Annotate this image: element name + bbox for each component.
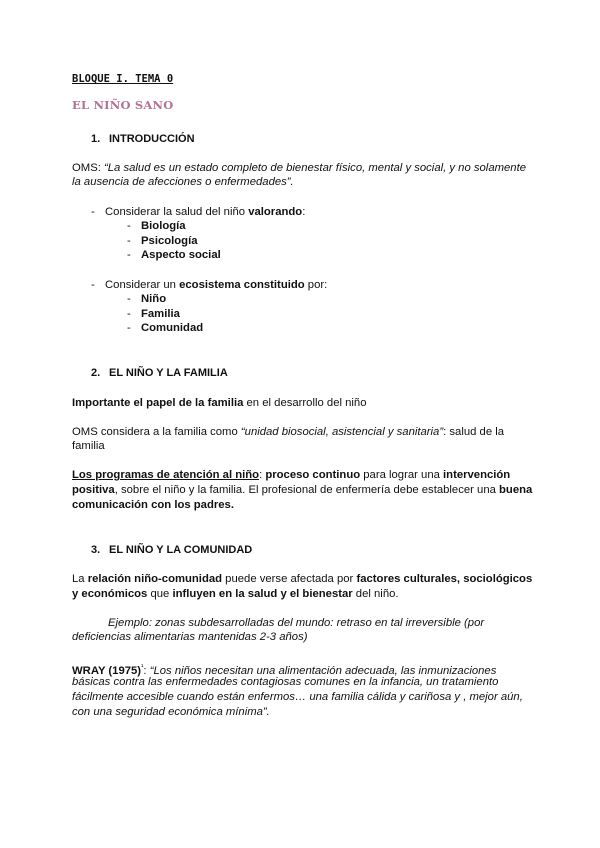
footnote-marker: ¹ (141, 664, 144, 671)
italic-quote: básicas (72, 676, 111, 688)
italic-quote: “Los niños necesitan una alimentación adecuada, las inmunizaciones (149, 664, 497, 677)
sub-item (127, 321, 203, 336)
block-heading: BLOQUE I. TEMA 0 (72, 73, 174, 85)
text: : (259, 469, 266, 481)
bold-text: buena (499, 484, 533, 496)
familia-paragraph-3-line1 (72, 468, 510, 483)
sub-item (127, 292, 166, 307)
example-line2 (72, 630, 307, 645)
oms-definition-line1 (72, 161, 526, 176)
sub-dash: - (127, 220, 131, 232)
sub-dash: - (127, 308, 131, 320)
list-dash: - (91, 279, 95, 291)
text: La (72, 573, 88, 585)
list-item-ecosistema (91, 278, 327, 293)
document-title: EL NIÑO SANO (72, 98, 174, 112)
italic-quote: contra las enfermedades contagiosas comunes en la infancia, un tratamiento (110, 676, 499, 688)
sub-item-label: Niño (141, 293, 167, 305)
bold-text: positiva (72, 484, 115, 496)
italic-quote: “unidad biosocial, asistencial y sanitaria” (240, 426, 444, 438)
section-title: EL NIÑO Y LA FAMILIA (109, 367, 228, 379)
list-text: Considerar la salud del niño (105, 206, 249, 218)
section-heading-comunidad (91, 543, 252, 558)
list-suffix: : (302, 206, 306, 218)
wray-quote-line2 (72, 675, 498, 690)
oms-label: OMS: (72, 162, 105, 174)
bold-text: relación niño-comunidad (87, 573, 223, 585)
bold-text: comunicación con los padres. (72, 499, 234, 511)
example-line1 (108, 616, 484, 631)
sub-dash: - (127, 322, 131, 334)
sub-item (127, 248, 221, 263)
sub-dash: - (127, 235, 131, 247)
wray-quote-line4 (72, 705, 270, 720)
bold-text: factores culturales, sociológicos (356, 573, 533, 585)
text: puede verse afectada por (222, 573, 357, 585)
bold-text: Importante el papel de la familia (72, 397, 244, 409)
oms-quote: “La salud es un estado completo de bienestar físico, mental y social, y no solamente (104, 162, 526, 174)
bold-text: influyen en la salud y el bienestar (172, 588, 353, 600)
section-number: 2. (91, 367, 101, 379)
list-dash: - (91, 206, 95, 218)
text: , sobre el niño y la familia. El profesional de enfermería debe establecer una (114, 484, 500, 496)
wray-citation: WRAY (1975) (72, 664, 142, 677)
text: para lograr una (360, 469, 444, 481)
sub-item-label: Comunidad (141, 322, 204, 334)
wray-quote-line3 (72, 690, 523, 705)
sub-item-label: Psicología (141, 235, 198, 247)
section-number: 1. (91, 133, 101, 145)
sub-dash: - (127, 293, 131, 305)
list-bold: valorando (248, 206, 303, 218)
text: familia (72, 440, 105, 452)
text: del niño. (352, 588, 399, 600)
sub-item-label: Aspecto social (141, 249, 221, 261)
familia-paragraph-3-line2 (72, 483, 532, 498)
bold-text: intervención (443, 469, 511, 481)
comunidad-paragraph-1-line1 (72, 572, 532, 587)
comunidad-paragraph-1-line2 (72, 587, 399, 602)
list-item-valorando (91, 205, 305, 220)
section-title: EL NIÑO Y LA COMUNIDAD (109, 544, 253, 556)
bold-text: y económicos (72, 588, 148, 600)
section-number: 3. (91, 544, 101, 556)
text: OMS considera a la familia como (72, 426, 241, 438)
familia-paragraph-2-cont (72, 439, 105, 454)
familia-paragraph-1 (72, 396, 366, 411)
sub-dash: - (127, 249, 131, 261)
list-text: Considerar un (105, 279, 180, 291)
sub-item-label: Biología (141, 220, 186, 232)
section-heading-introduccion (91, 132, 195, 147)
example-text: deficiencias alimentarias mantenidas 2-3 años) (72, 631, 308, 643)
section-heading-familia (91, 366, 228, 381)
familia-paragraph-2 (72, 425, 504, 440)
text: : salud de la (443, 426, 505, 438)
bold-text: proceso continuo (265, 469, 361, 481)
underlined-bold-text: Los programas de atención al niño (72, 469, 260, 481)
sub-item-label: Familia (141, 308, 180, 320)
sub-item (127, 234, 198, 249)
sub-item (127, 219, 186, 234)
oms-definition-line2 (72, 175, 294, 190)
oms-quote-cont: la ausencia de afecciones o enfermedades”. (72, 176, 294, 188)
familia-paragraph-3-line3 (72, 498, 234, 513)
text: que (147, 588, 173, 600)
example-text: Ejemplo: zonas subdesarrolladas del mundo: retraso en tal irreversible (por (108, 617, 485, 629)
text: : (143, 664, 150, 677)
list-bold: ecosistema constituido (179, 279, 305, 291)
italic-quote: con una seguridad económica mínima”. (72, 706, 270, 718)
italic-quote: fácilmente accesible cuando están enfermos… una familia cálida y cariñosa y , mejor aún, (72, 691, 523, 703)
list-suffix: por: (304, 279, 328, 291)
section-title: INTRODUCCIÓN (109, 133, 195, 145)
sub-item (127, 307, 180, 322)
text: en el desarrollo del niño (243, 397, 367, 409)
